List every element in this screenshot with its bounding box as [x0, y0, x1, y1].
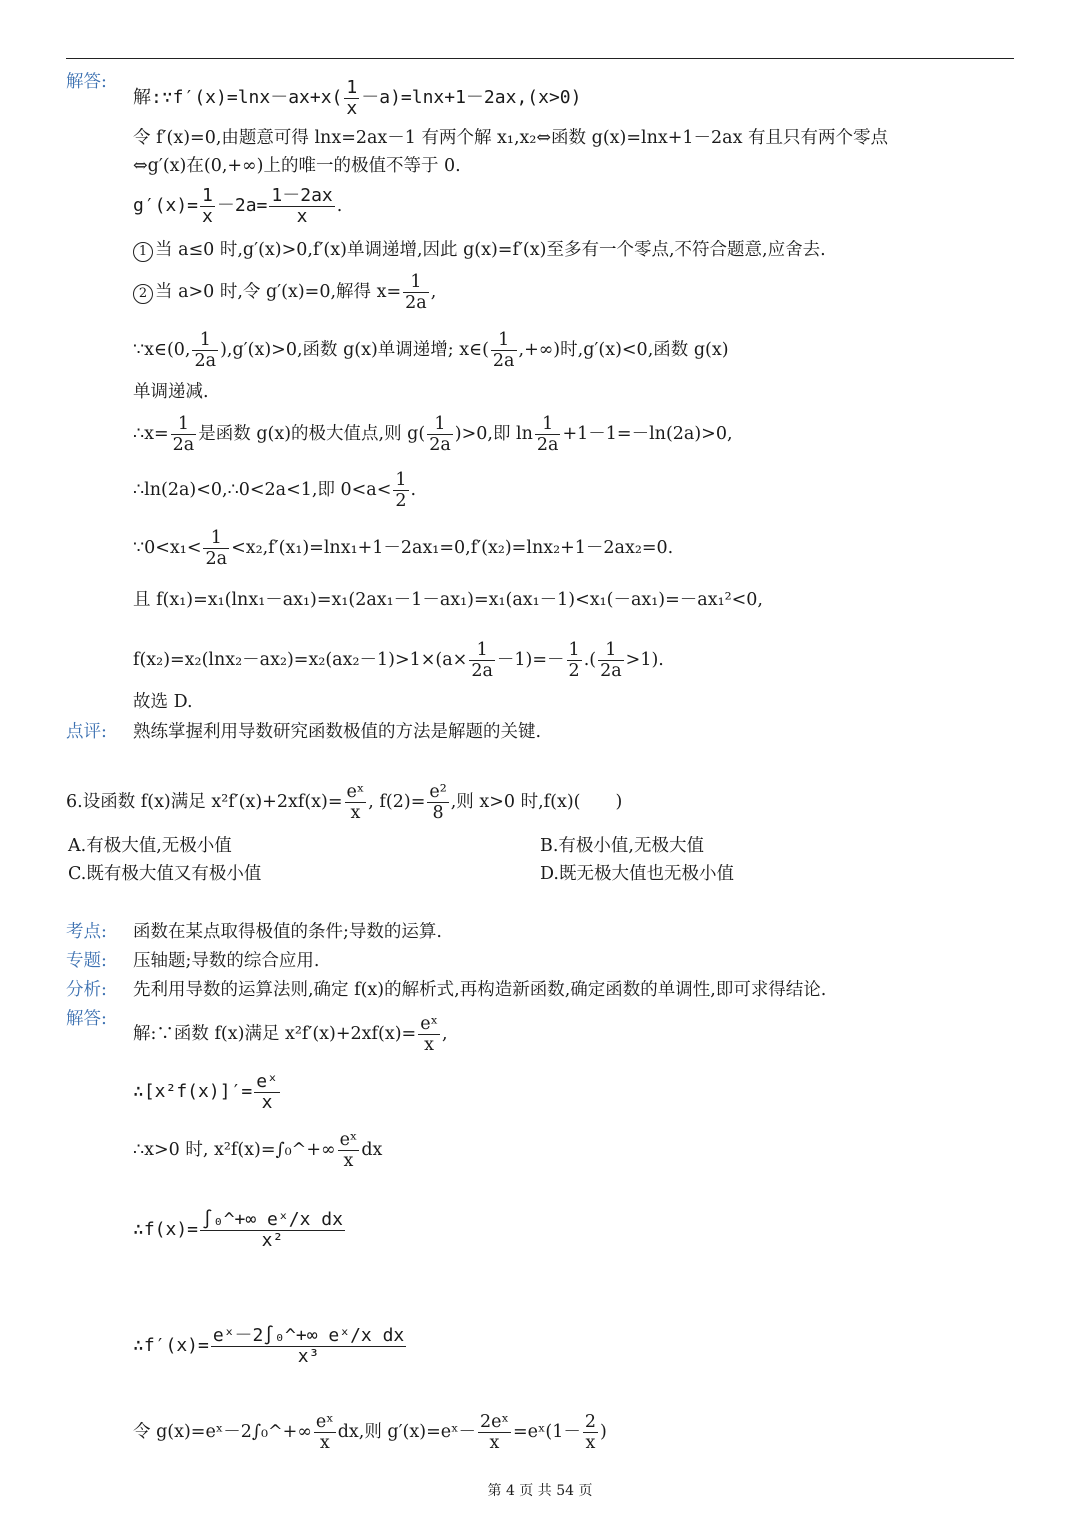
kaodian-text: 函数在某点取得极值的条件;导数的运算.: [133, 922, 442, 942]
solution-line: 且 f(x₁)=x₁(lnx₁－ax₁)=x₁(2ax₁－1－ax₁)=x₁(ax₁－1)<x₁(－ax₁)=－ax₁²<0,: [133, 590, 763, 610]
solution-line: ∵0<x₁< $\frac{1}{2a}$ <x₂,f′(x₁)=lnx₁+1－2ax₁=0,f′(x₂)=lnx₂+1－2ax₂=0.: [133, 528, 674, 569]
solution-line: ∴[x²f(x)]′= $\frac{\text{eˣ}}{x}$: [133, 1071, 278, 1113]
solution-line: ∴f′(x)= $\frac{\text{eˣ－2∫₀\textasciicircum{}+∞ eˣ/x dx}}{\text{x³}}$: [133, 1325, 405, 1367]
zhuanti-label: 专题:: [66, 951, 107, 971]
solution-line: ∴f(x)= $\frac{\text{∫₀\textasciicircum{}+∞ eˣ/x dx}}{\text{x²}}$: [133, 1209, 343, 1251]
solution-line: ∴ln(2a)<0,∴0<2a<1,即 0<a< $\frac{1}{2}$ .: [133, 470, 417, 511]
answer-label: 解答:: [66, 72, 107, 92]
solution-line: 1 当 a≤0 时,g′(x)>0,f′(x)单调递增,因此 g(x)=f′(x)至多有一个零点,不符合题意,应舍去.: [133, 238, 826, 262]
solution-line: 单调递减.: [133, 382, 209, 402]
fenxi-label: 分析:: [66, 980, 107, 1000]
comment-text: 熟练掌握利用导数研究函数极值的方法是解题的关键.: [133, 722, 542, 742]
solution-line: ⇔g′(x)在(0,+∞)上的唯一的极值不等于 0.: [133, 156, 461, 176]
solution-line: 2 当 a>0 时,令 g′(x)=0,解得 x= $\frac{1}{2a}$ ,: [133, 272, 436, 313]
solution-line: ∴x= $\frac{1}{2a}$ 是函数 g(x)的极大值点,则 g( $\frac{1}{2a}$ )>0,即 ln $\frac{1}{2a}$ +1－1=－ln(2a)>0,: [133, 414, 733, 455]
header-rule: [66, 58, 1014, 59]
question-stem: 6.设函数 f(x)满足 x²f′(x)+2xf(x)= $\frac{\text{eˣ}}{x}$ , f(2)= $\frac{\text{e²}}{8}$ ,则 x>0 时,f(x)( ): [66, 782, 623, 823]
kaodian-label: 考点:: [66, 922, 107, 942]
solution-line: ∵x∈(0, $\frac{1}{2a}$ ),g′(x)>0,函数 g(x)单调递增; x∈( $\frac{1}{2a}$ ,+∞)时,g′(x)<0,函数 g(x): [133, 330, 729, 371]
solution-line: g′(x)= $\frac{1}{x}$ －2a= $\frac{1-2ax}{x}$ .: [133, 185, 343, 227]
solution-line: 令 f′(x)=0,由题意可得 lnx=2ax－1 有两个解 x₁,x₂⇔函数 g(x)=lnx+1－2ax 有且只有两个零点: [133, 128, 889, 148]
solution-line: f(x₂)=x₂(lnx₂－ax₂)=x₂(ax₂－1)>1×(a× $\frac{1}{2a}$ －1)=－ $\frac{1}{2}$ .( $\frac{1}{2a}$ >1).: [133, 640, 664, 681]
answer-label: 解答:: [66, 1009, 107, 1029]
solution-line: 令 g(x)=eˣ－2∫₀^+∞ $\frac{\text{eˣ}}{x}$ dx,则 g′(x)=eˣ－ $\frac{\text{2eˣ}}{x}$ =eˣ(1－ $\frac{2}{x}$ ): [133, 1412, 607, 1453]
zhuanti-text: 压轴题;导数的综合应用.: [133, 951, 320, 971]
solution-line: ∴x>0 时, x²f(x)=∫₀^+∞ $\frac{\text{eˣ}}{x}$ dx: [133, 1130, 383, 1171]
option-d: D.既无极大值也无极小值: [540, 864, 734, 884]
solution-line: 解:∵函数 f(x)满足 x²f′(x)+2xf(x)= $\frac{\text{eˣ}}{x}$ ,: [133, 1014, 448, 1055]
comment-label: 点评:: [66, 722, 107, 742]
solution-line: 故选 D.: [133, 692, 193, 712]
option-a: A.有极大值,无极小值: [68, 836, 232, 856]
option-b: B.有极小值,无极大值: [540, 836, 704, 856]
solution-line: 解:∵f′(x)=lnx－ax+x( $\frac{1}{x}$ －a)=lnx+1－2ax,(x>0): [133, 77, 582, 119]
fenxi-text: 先利用导数的运算法则,确定 f(x)的解析式,再构造新函数,确定函数的单调性,即可求得结论.: [133, 980, 827, 1000]
page-footer: 第 4 页 共 54 页: [487, 1483, 593, 1499]
option-c: C.既有极大值又有极小值: [68, 864, 262, 884]
